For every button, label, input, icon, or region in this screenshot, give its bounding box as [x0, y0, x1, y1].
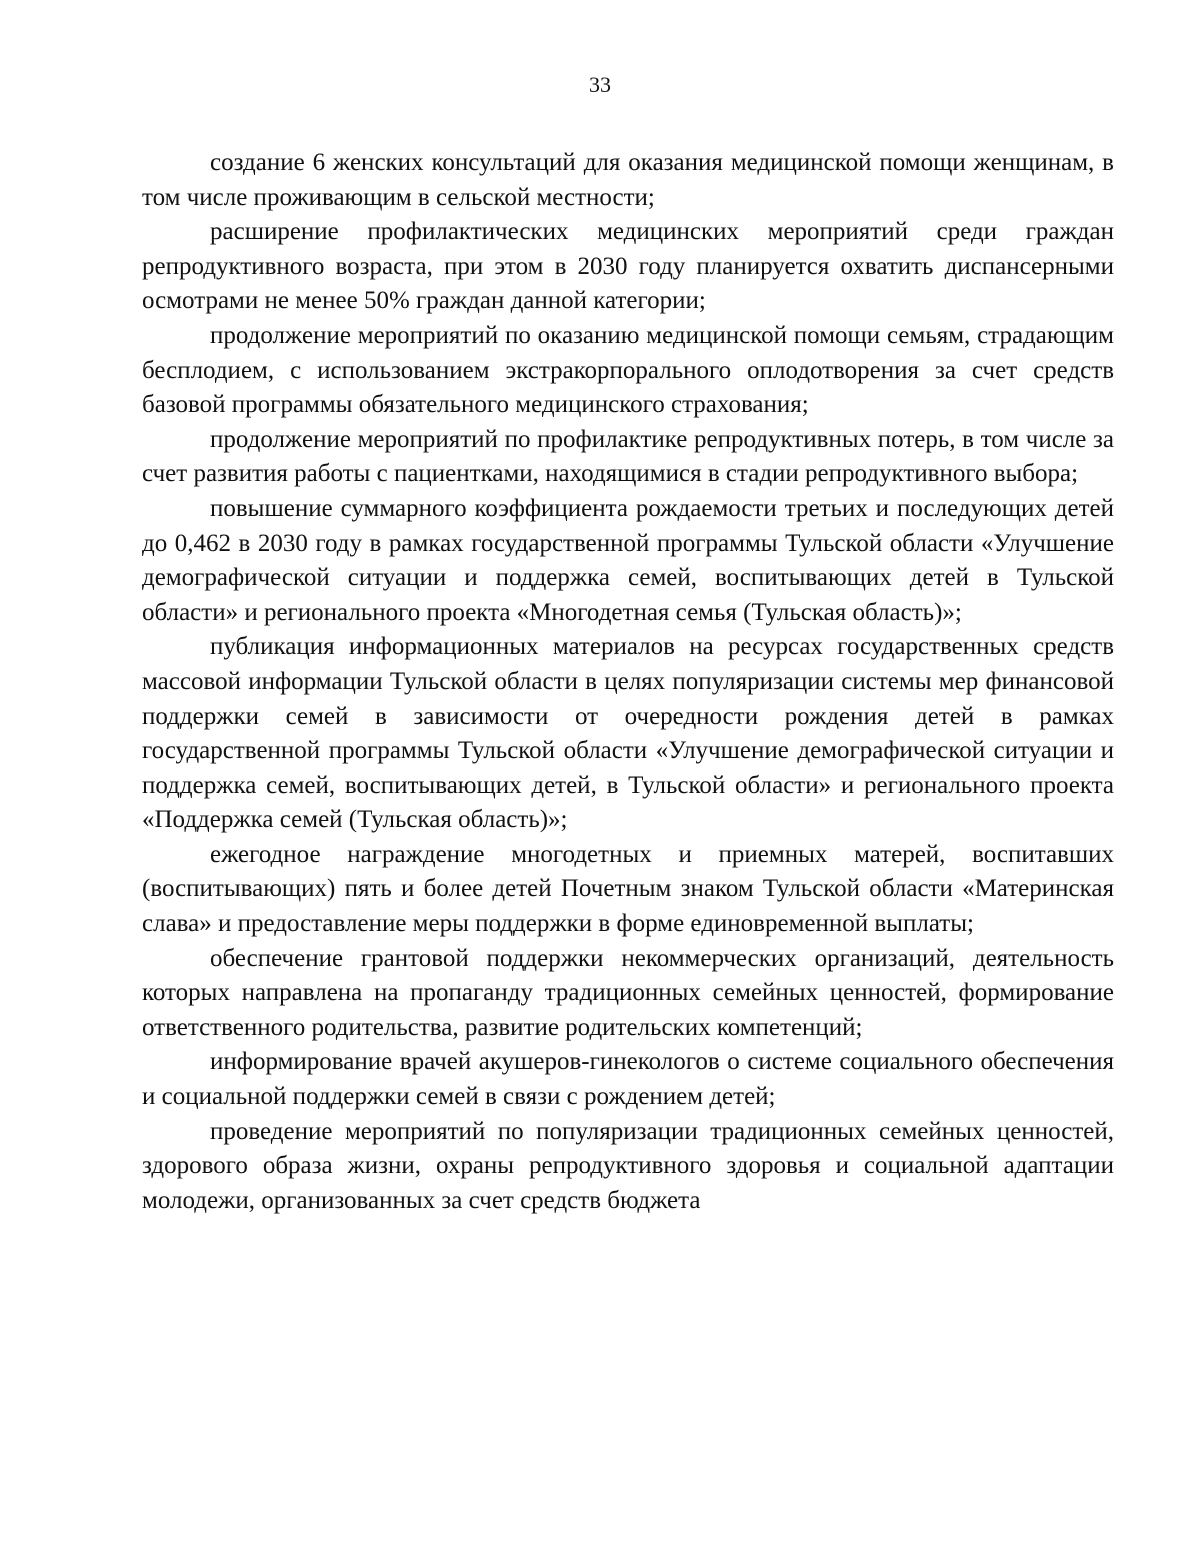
paragraph-reproductive-loss-prevention: продолжение мероприятий по профилактике репродуктивных потерь, в том числе за счет развития работы с пациентками, находящимися в стадии репродуктивного выбора; — [142, 425, 1114, 488]
paragraph-birth-rate-increase: повышение суммарного коэффициента рождаемости третьих и последующих детей до 0,462 в 2030 году в рамках государственной программы Тульской области «Улучшение демографической ситуации и поддержка семей, воспитывающих детей в Тульской области» и регионального проекта «Многодетная семья (Тульская область)»; — [142, 494, 1114, 626]
paragraph-ngo-grants: обеспечение грантовой поддержки некоммерческих организаций, деятельность которых направлена на пропаганду традиционных семейных ценностей, формирование ответственного родительства, развитие родительских компетенций; — [142, 944, 1114, 1041]
paragraph-preventive-measures: расширение профилактических медицинских мероприятий среди граждан репродуктивного возраста, при этом в 2030 году планируется охватить диспансерными осмотрами не менее 50% граждан данной категории; — [142, 218, 1114, 315]
paragraph-womens-consultations: создание 6 женских консультаций для оказания медицинской помощи женщинам, в том числе проживающим в сельской местности; — [142, 149, 1114, 211]
paragraph-family-values-events: проведение мероприятий по популяризации традиционных семейных ценностей, здорового образа жизни, охраны репродуктивного здоровья и социальной адаптации молодежи, организованных за счет средств бюджета — [142, 1117, 1114, 1214]
paragraph-infertility-care: продолжение мероприятий по оказанию медицинской помощи семьям, страдающим бесплодием, с использованием экстракорпорального оплодотворения за счет средств базовой программы обязательного медицинского страхования; — [142, 321, 1114, 419]
document-body — [142, 146, 1114, 1218]
paragraph-mothers-award: ежегодное награждение многодетных и приемных матерей, воспитавших (воспитывающих) пять и более детей Почетным знаком Тульской области «Материнская слава» и предоставление меры поддержки в форме единовременной выплаты; — [142, 840, 1114, 938]
paragraph-media-publications: публикация информационных материалов на ресурсах государственных средств массовой информации Тульской области в целях популяризации системы мер финансовой поддержки семей в зависимости от очередности рождения детей в рамках государственной программы Тульской области «Улучшение демографической ситуации и поддержка семей, воспитывающих детей, в Тульской области» и регионального проекта «Поддержка семей (Тульская область)»; — [142, 633, 1114, 834]
paragraph-doctors-informing: информирование врачей акушеров-гинекологов о системе социального обеспечения и социальной поддержки семей в связи с рождением детей; — [142, 1048, 1114, 1111]
page-number: 33 — [589, 72, 611, 97]
